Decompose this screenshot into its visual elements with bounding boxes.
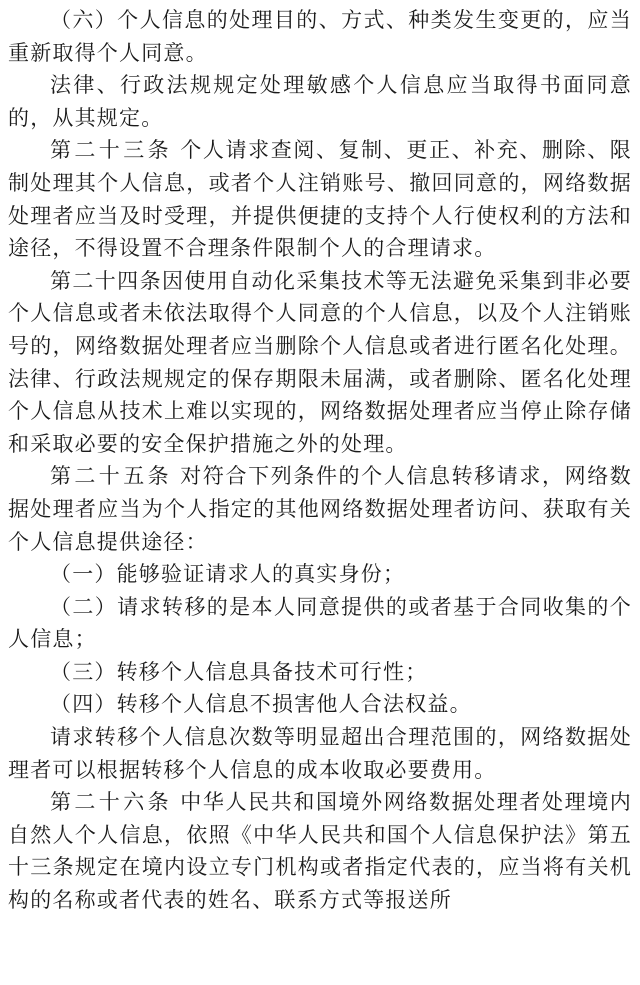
article-text: 个人请求查阅、复制、更正、补充、删除、限制处理其个人信息，或者个人注销账号、撤回同意的，网络数据处理者应当及时受理，并提供便捷的支持个人行使权利的方法和途径，不得设置不合理条件限制个人的合理请求。 bbox=[8, 138, 633, 261]
condition-text: （四）转移个人信息不损害他人合法权益。 bbox=[50, 692, 472, 717]
article-23 bbox=[8, 134, 632, 264]
condition-text: （一）能够验证请求人的真实身份； bbox=[50, 562, 406, 587]
article-text: 对符合下列条件的个人信息转移请求，网络数据处理者应当为个人指定的其他网络数据处理者访问、获取有关个人信息提供途径： bbox=[8, 464, 633, 554]
condition-item-2 bbox=[8, 591, 632, 656]
condition-item-3 bbox=[8, 656, 632, 689]
article-24 bbox=[8, 265, 632, 461]
paragraph-text: 法律、行政法规规定处理敏感个人信息应当取得书面同意的，从其规定。 bbox=[8, 73, 632, 130]
article-text: 因使用自动化采集技术等无法避免采集到非必要个人信息或者未依法取得个人同意的个人信息，以及个人注销账号的，网络数据处理者应当删除个人信息或者进行匿名化处理。法律、行政法规规定的保存期限未届满，或者删除、匿名化处理个人信息从技术上难以实现的，网络数据处理者应当停止除存储和采取必要的安全保护措施之外的处理。 bbox=[8, 268, 633, 456]
paragraph-text: （六）个人信息的处理目的、方式、种类发生变更的，应当重新取得个人同意。 bbox=[8, 8, 632, 65]
article-text: 中华人民共和国境外网络数据处理者处理境内自然人个人信息，依照《中华人民共和国个人信息保护法》第五十三条规定在境内设立专门机构或者指定代表的，应当将有关机构的名称或者代表的姓名、联系方式等报送所 bbox=[8, 790, 633, 913]
paragraph-item-6 bbox=[8, 4, 632, 69]
article-26 bbox=[8, 786, 632, 916]
article-number: 第二十五条 bbox=[50, 464, 173, 489]
article-number: 第二十六条 bbox=[50, 790, 173, 815]
condition-text: （二）请求转移的是本人同意提供的或者基于合同收集的个人信息； bbox=[8, 594, 632, 652]
paragraph-sensitive-info bbox=[8, 69, 632, 134]
article-number: 第二十三条 bbox=[50, 138, 173, 163]
article-number: 第二十四条 bbox=[50, 268, 162, 293]
paragraph-transfer-fee bbox=[8, 721, 632, 786]
condition-item-1 bbox=[8, 558, 632, 591]
condition-item-4 bbox=[8, 688, 632, 721]
condition-text: （三）转移个人信息具备技术可行性； bbox=[50, 659, 428, 684]
article-25 bbox=[8, 460, 632, 558]
paragraph-text: 请求转移个人信息次数等明显超出合理范围的，网络数据处理者可以根据转移个人信息的成本收取必要费用。 bbox=[8, 725, 632, 782]
